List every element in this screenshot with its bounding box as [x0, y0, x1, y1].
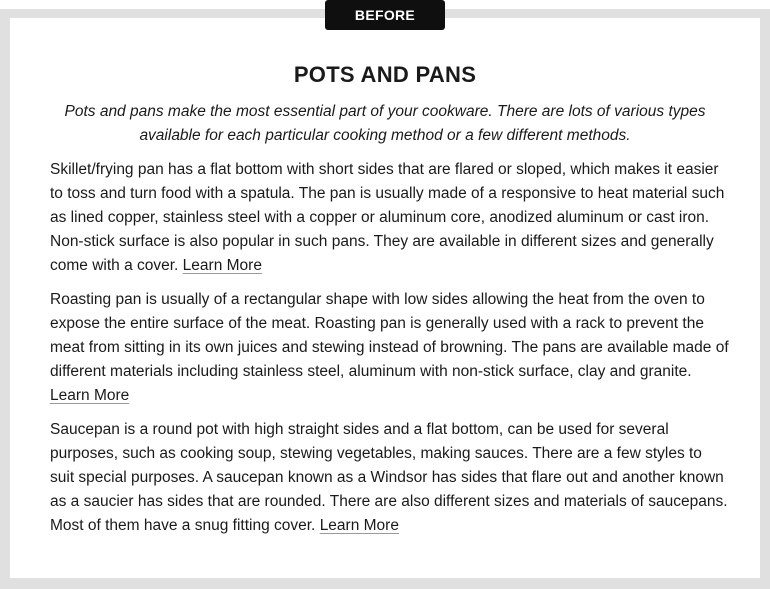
skillet-paragraph — [50, 158, 730, 278]
roasting-pan-learn-more-link[interactable]: Learn More — [50, 387, 130, 404]
saucepan-paragraph — [50, 418, 730, 538]
skillet-learn-more-link[interactable]: Learn More — [182, 257, 262, 274]
page-title: POTS AND PANS — [293, 62, 477, 87]
skillet-text: Skillet/frying pan has a flat bottom with short sides that are flared or sloped, which makes it easier to toss and turn food with a spatula. The pan is usually made of a responsive to heat material such as lined copper, stainless steel with a copper or aluminum core, anodized aluminum or cast iron. Non-stick surface is also popular in such pans. They are available in different sizes and generally come with a cover. — [50, 161, 725, 274]
saucepan-text: Saucepan is a round pot with high straight sides and a flat bottom, can be used for several purposes, such as cooking soup, stewing vegetables, making sauces. There are a few styles to suit special purposes. A saucepan known as a Windsor has sides that flare out and another known as a saucier has sides that are rounded. There are also different sizes and materials of saucepans. Most of them have a snug fitting cover. — [50, 421, 728, 534]
roasting-pan-paragraph — [50, 288, 730, 408]
saucepan-learn-more-link[interactable]: Learn More — [319, 517, 399, 534]
intro-text: Pots and pans make the most essential part of your cookware. There are lots of various types available for each particular cooking method or a few different methods. — [64, 103, 706, 144]
before-badge: BEFORE — [325, 0, 445, 30]
roasting-pan-text: Roasting pan is usually of a rectangular shape with low sides allowing the heat from the oven to expose the entire surface of the meat. Roasting pan is generally used with a rack to prevent the meat from sitting in its own juices and stewing instead of browning. The pans are available made of different materials including stainless steel, aluminum with non-stick surface, clay and granite. — [50, 291, 729, 380]
